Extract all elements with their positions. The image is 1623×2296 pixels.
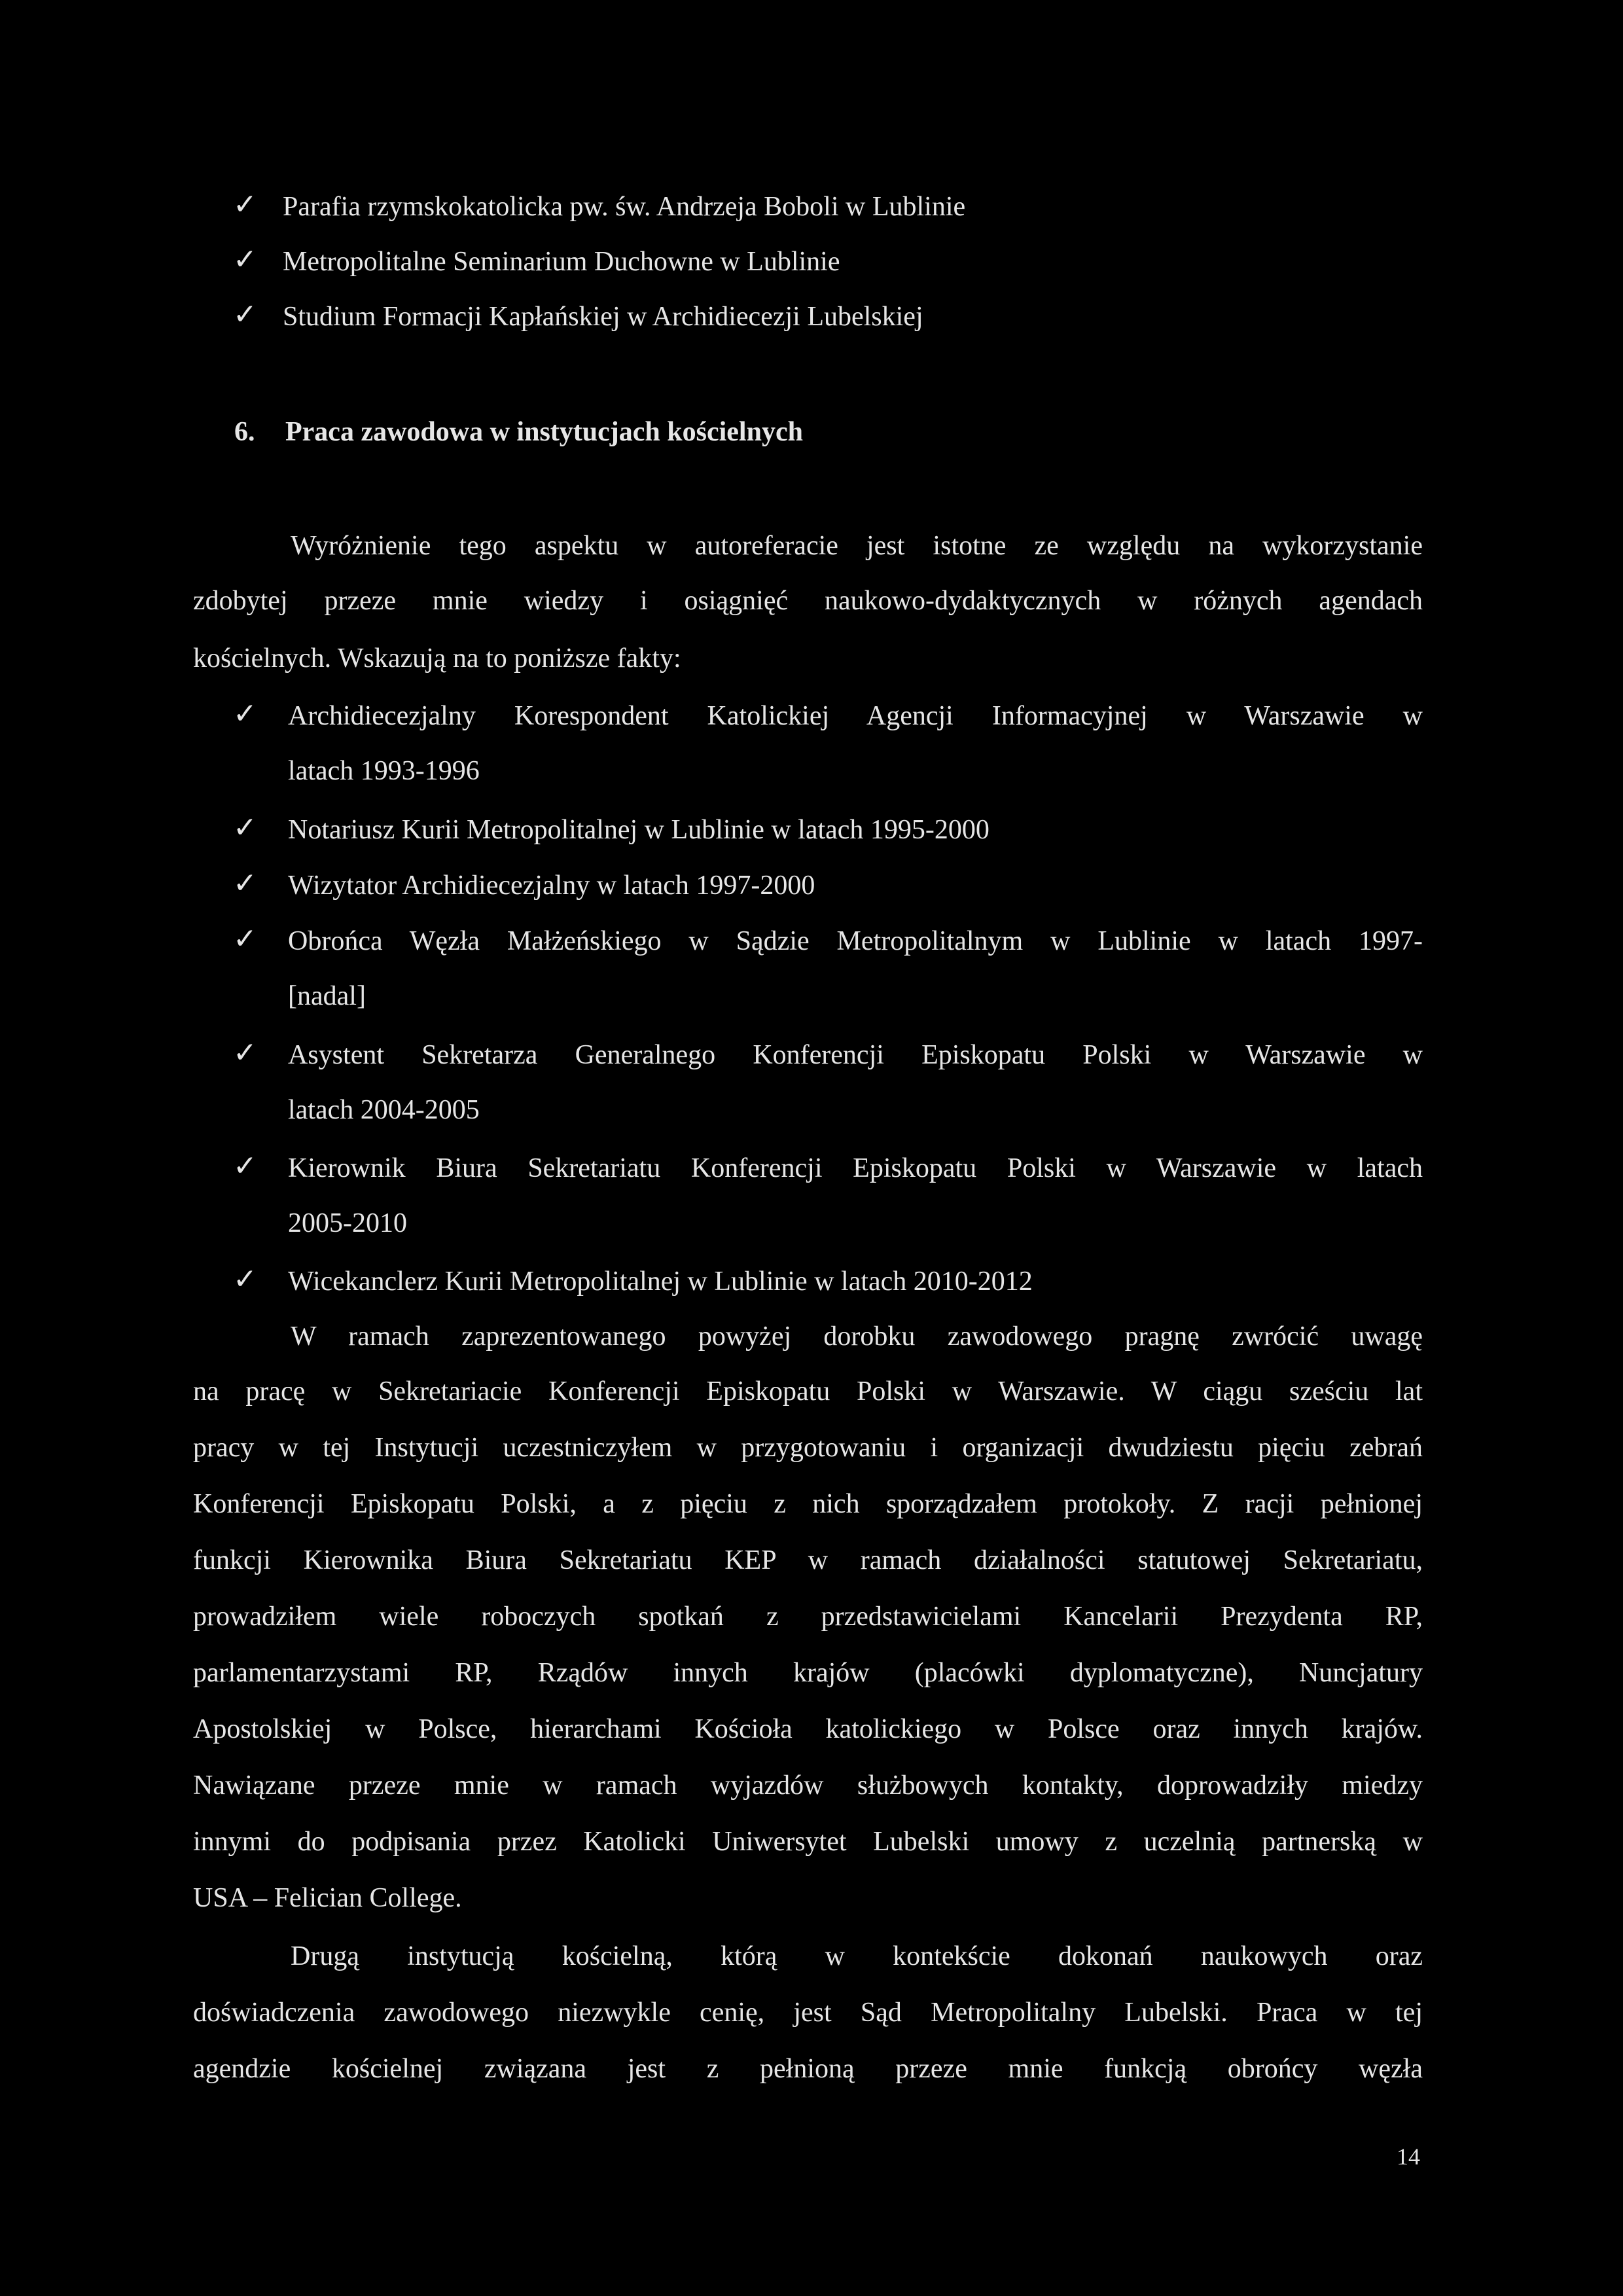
checkmark-icon: ✓ (233, 188, 257, 221)
top-list-item: Studium Formacji Kapłańskiej w Archidiecezji Lubelskiej (283, 302, 923, 332)
checkmark-icon: ✓ (233, 811, 257, 844)
body-text-line: W ramach zaprezentowanego powyżej dorobku zawodowego pragnę zwrócić uwagę (291, 1321, 1423, 1352)
checkmark-icon: ✓ (233, 1149, 257, 1183)
fact-item: Notariusz Kurii Metropolitalnej w Lublinie w latach 1995-2000 (288, 815, 990, 845)
checkmark-icon: ✓ (233, 867, 257, 900)
fact-item: Wicekanclerz Kurii Metropolitalnej w Lublinie w latach 2010-2012 (288, 1266, 1033, 1297)
checkmark-icon: ✓ (233, 1036, 257, 1069)
checkmark-icon: ✓ (233, 243, 257, 276)
fact-item: Asystent Sekretarza Generalnego Konferencji Episkopatu Polski w Warszawie w (288, 1040, 1423, 1070)
fact-item: Obrońca Węzła Małżeńskiego w Sądzie Metropolitalnym w Lublinie w latach 1997- (288, 926, 1423, 956)
intro-line: kościelnych. Wskazują na to poniższe fakty: (193, 643, 681, 673)
intro-line: Wyróżnienie tego aspektu w autoreferacie jest istotne ze względu na wykorzystanie (291, 531, 1423, 561)
body-text-line: Nawiązane przeze mnie w ramach wyjazdów służbowych kontakty, doprowadziły miedzy (193, 1770, 1423, 1801)
checkmark-icon: ✓ (233, 298, 257, 331)
top-list-item: Parafia rzymskokatolicka pw. św. Andrzeja Boboli w Lublinie (283, 192, 966, 222)
checkmark-icon: ✓ (233, 1263, 257, 1296)
body-text-line: parlamentarzystami RP, Rządów innych krajów (placówki dyplomatyczne), Nuncjatury (193, 1658, 1423, 1688)
checkmark-icon: ✓ (233, 697, 257, 730)
fact-item-continued: latach 1993-1996 (288, 756, 480, 786)
body-text-line: Konferencji Episkopatu Polski, a z pięciu z nich sporządzałem protokoły. Z racji pełnionej (193, 1489, 1423, 1519)
body-text-line: Apostolskiej w Polsce, hierarchami Kościoła katolickiego w Polsce oraz innych krajów. (193, 1714, 1423, 1744)
fact-item-continued: latach 2004-2005 (288, 1095, 480, 1125)
fact-item-continued: 2005-2010 (288, 1208, 407, 1238)
checkmark-icon: ✓ (233, 922, 257, 956)
intro-line: zdobytej przeze mnie wiedzy i osiągnięć naukowo-dydaktycznych w różnych agendach (193, 586, 1423, 616)
body-text-line: prowadziłem wiele roboczych spotkań z przedstawicielami Kancelarii Prezydenta RP, (193, 1602, 1423, 1632)
body-text-line: agendzie kościelnej związana jest z pełnioną przeze mnie funkcją obrońcy węzła (193, 2054, 1423, 2084)
body-text-line: na pracę w Sekretariacie Konferencji Episkopatu Polski w Warszawie. W ciągu sześciu lat (193, 1376, 1423, 1407)
body-text-line: Drugą instytucją kościelną, którą w kontekście dokonań naukowych oraz (291, 1941, 1423, 1971)
page-number: 14 (1397, 2144, 1420, 2170)
body-text-line: innymi do podpisania przez Katolicki Uniwersytet Lubelski umowy z uczelnią partnerską w (193, 1827, 1423, 1857)
fact-item: Kierownik Biura Sekretariatu Konferencji Episkopatu Polski w Warszawie w latach (288, 1153, 1423, 1183)
section-title: Praca zawodowa w instytucjach kościelnych (285, 417, 803, 447)
body-text-line: USA – Felician College. (193, 1883, 462, 1913)
fact-item: Archidiecezjalny Korespondent Katolickiej Agencji Informacyjnej w Warszawie w (288, 701, 1423, 731)
top-list-item: Metropolitalne Seminarium Duchowne w Lublinie (283, 247, 840, 277)
fact-item: Wizytator Archidiecezjalny w latach 1997-2000 (288, 870, 815, 901)
body-text-line: funkcji Kierownika Biura Sekretariatu KEP w ramach działalności statutowej Sekretariatu, (193, 1545, 1423, 1575)
fact-item-continued: [nadal] (288, 981, 366, 1011)
section-number: 6. (234, 417, 255, 447)
body-text-line: pracy w tej Instytucji uczestniczyłem w przygotowaniu i organizacji dwudziestu pięciu zebrań (193, 1433, 1423, 1463)
body-text-line: doświadczenia zawodowego niezwykle cenię, jest Sąd Metropolitalny Lubelski. Praca w tej (193, 1998, 1423, 2028)
